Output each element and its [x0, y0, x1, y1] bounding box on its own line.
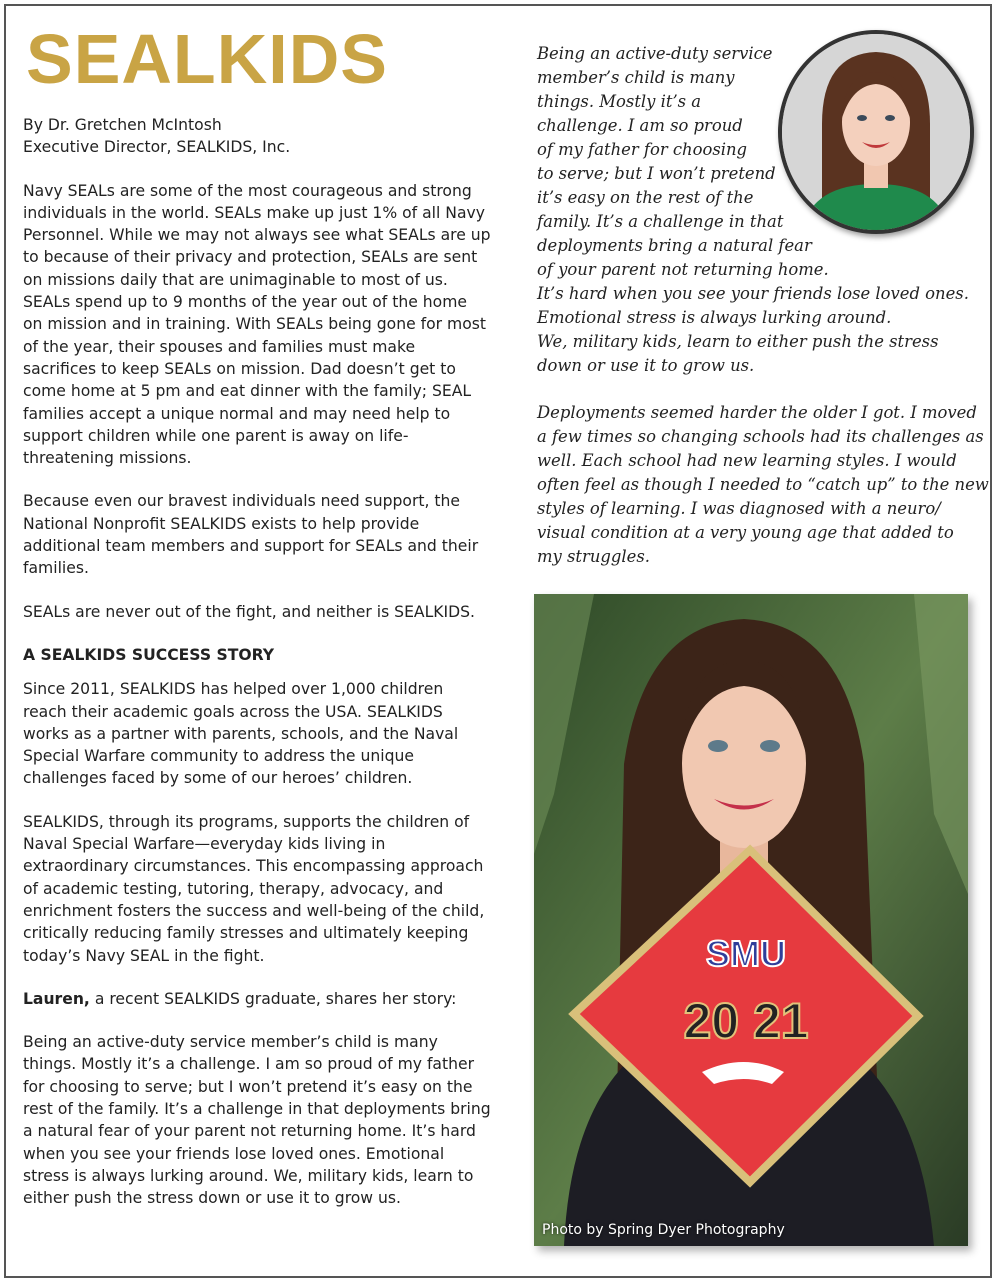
quote-line: often feel as though I needed to “catch up” to the new [537, 475, 989, 494]
paragraph-support: Because even our bravest individuals need support, the National Nonprofit SEALKIDS exists to help provide additional team members and support for SEALs and their families. [23, 492, 479, 578]
quote-line: It’s hard when you see your friends lose loved ones. [537, 284, 969, 303]
lauren-name: Lauren, [23, 989, 90, 1008]
quote-line: deployments bring a natural fear [537, 236, 812, 255]
quote-line: challenge. I am so proud [537, 116, 743, 135]
lauren-intro-text: a recent SEALKIDS graduate, shares her story: [89, 989, 457, 1008]
article-left-column [23, 114, 491, 1230]
paragraph-lauren-story: Being an active-duty service member’s child is many things. Mostly it’s a challenge. I am so proud of my father for choosing to serve; but I won’t pretend it’s easy on the rest of the family. It’s a challenge in that deployments bring a natural fear of your parent not returning home. It’s hard when you see your friends lose loved ones. Emotional stress is always lurking around. We, military kids, learn to either push the stress down or use it to grow us. [23, 1033, 491, 1208]
quote-line: of your parent not returning home. [537, 260, 829, 279]
graduation-illustration [534, 594, 968, 1246]
section-heading: A SEALKIDS SUCCESS STORY [23, 645, 275, 664]
quote-line: to serve; but I won’t pretend [537, 164, 776, 183]
cap-logo-text: SMU [706, 933, 786, 974]
byline-role: Executive Director, SEALKIDS, Inc. [23, 138, 291, 157]
graduation-photo [534, 594, 968, 1246]
quote-line: Deployments seemed harder the older I got. I moved [537, 403, 977, 422]
quote-line: Being an active-duty service [537, 44, 773, 63]
paragraph-never-out: SEALs are never out of the fight, and neither is SEALKIDS. [23, 602, 475, 621]
page-title: SEALKIDS [26, 20, 388, 98]
quote-line: well. Each school had new learning styles. I would [537, 451, 957, 470]
byline [23, 114, 491, 159]
cap-year-text: 20 21 [683, 993, 809, 1049]
portrait-photo [778, 30, 974, 234]
paragraph-intro: Navy SEALs are some of the most courageous and strong individuals in the world. SEALs make up just 1% of all Navy Personnel. While we may not always see what SEALs are up to because of their privacy and protection, SEALs are sent on missions daily that are unimaginable to most of us. SEALs spend up to 9 months of the year out of the home on mission and in training. With SEALs being gone for most of the year, their spouses and families must make sacrifices to keep SEALs on mission. Dad doesn’t get to come home at 5 pm and eat dinner with the family; SEAL families accept a unique normal and may need help to support children while one parent is away on life-threatening missions. [23, 181, 491, 468]
quote-line: of my father for choosing [537, 140, 748, 159]
quote-line: my struggles. [537, 547, 650, 566]
paragraph-since-2011: Since 2011, SEALKIDS has helped over 1,000 children reach their academic goals across the USA. SEALKIDS works as a partner with parents, schools, and the Naval Special Warfare community to address the unique challenges faced by some of our heroes’ children. [23, 680, 459, 788]
quote-line: family. It’s a challenge in that [537, 212, 784, 231]
quote-line: We, military kids, learn to either push the stress [537, 332, 939, 351]
quote-line: Emotional stress is always lurking around. [537, 308, 892, 327]
quote-line: things. Mostly it’s a [537, 92, 702, 111]
quote-line: styles of learning. I was diagnosed with a neuro/ [537, 499, 941, 518]
quote-line: down or use it to grow us. [537, 356, 755, 375]
paragraph-lauren-intro [23, 988, 491, 1010]
quote-line: a few times so changing schools had its challenges as [537, 427, 984, 446]
quote-line: member’s child is many [537, 68, 735, 87]
photo-credit: Photo by Spring Dyer Photography [542, 1222, 785, 1238]
byline-author: By Dr. Gretchen McIntosh [23, 116, 222, 134]
portrait-illustration [782, 34, 970, 230]
magazine-page [4, 4, 992, 1278]
quote-line: it’s easy on the rest of the [537, 188, 754, 207]
quote-line: visual condition at a very young age that added to [537, 523, 954, 542]
pull-quote-part-2 [537, 401, 989, 569]
paragraph-programs: SEALKIDS, through its programs, supports the children of Naval Special Warfare—everyday kids living in extraordinary circumstances. This encompassing approach of academic testing, tutoring, therapy, advocacy, and enrichment fosters the success and well-being of the child, critically reducing family stresses and ultimately keeping today’s Navy SEAL in the fight. [23, 812, 485, 965]
